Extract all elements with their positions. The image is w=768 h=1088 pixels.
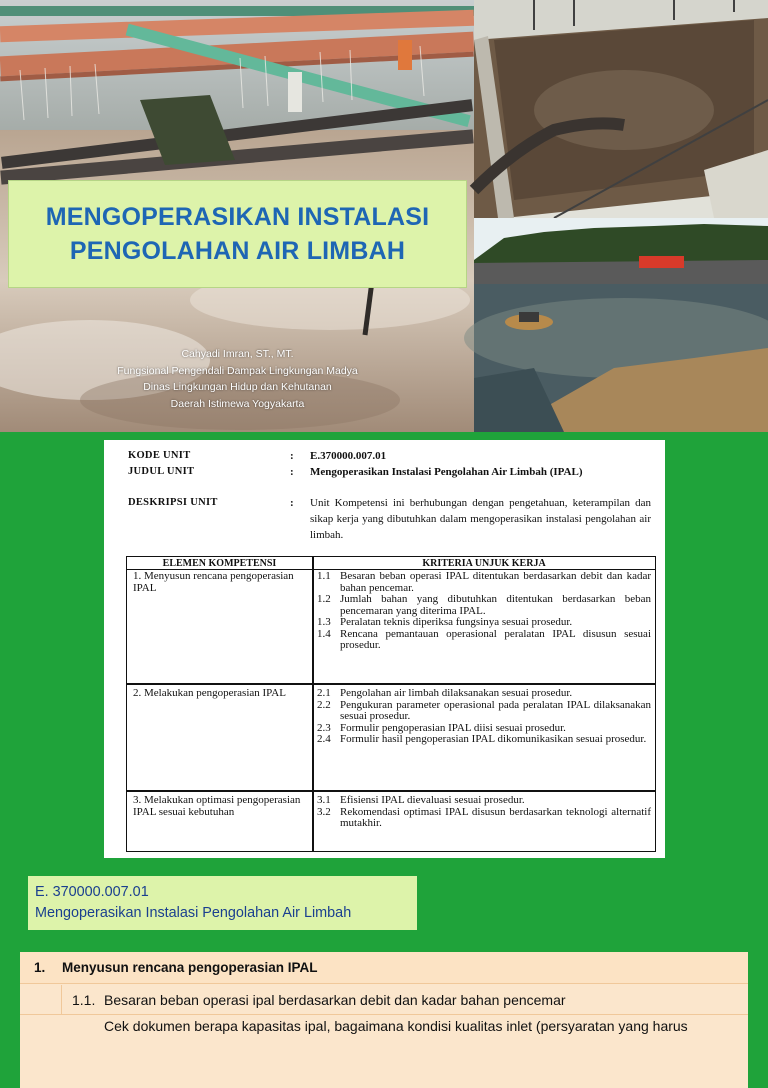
criteria-number: 3.1 — [317, 794, 331, 806]
competency-document — [104, 440, 665, 858]
author-region: Daerah Istimewa Yogyakarta — [170, 397, 305, 410]
unit-code-label: KODE UNIT — [128, 450, 191, 461]
title-line: MENGOPERASIKAN INSTALASI — [45, 203, 430, 231]
competency-table — [126, 556, 656, 852]
settling-pond-photo — [474, 0, 768, 218]
aerated-lagoon-photo — [474, 218, 768, 432]
section-number: 1. — [34, 960, 46, 975]
colon: : — [290, 466, 294, 478]
criteria-text: Pengolahan air limbah dilaksanakan sesuai prosedur. — [340, 687, 573, 699]
unit-desc-row — [128, 495, 651, 543]
detail-text: Cek dokumen berapa kapasitas ipal, bagaimana kondisi kualitas inlet (persyaratan yang harus — [104, 1018, 688, 1034]
criteria-group — [317, 795, 651, 830]
criteria-text: Jumlah bahan yang dibutuhkan ditentukan berdasarkan beban pencemaran yang diterima IPAL. — [340, 593, 651, 617]
criteria-number: 1.2 — [317, 593, 331, 605]
row-divider — [127, 683, 655, 685]
criteria-column-header: KRITERIA UNJUK KERJA — [313, 557, 655, 570]
criteria-text: Efisiensi IPAL dievaluasi sesuai prosedur. — [340, 794, 525, 806]
title-line: PENGOLAHAN AIR LIMBAH — [69, 237, 406, 265]
author-agency: Dinas Lingkungan Hidup dan Kehutanan — [143, 381, 332, 393]
unit-header-box — [28, 876, 417, 930]
criteria-number: 2.3 — [317, 721, 331, 734]
row-divider — [127, 790, 655, 792]
unit-code-heading: E. 370000.007.01 — [35, 883, 149, 900]
subsection-row — [20, 985, 748, 1015]
subsection-number: 1.1. — [72, 991, 96, 1008]
criteria-text: Formulir hasil pengoperasian IPAL dikomunikasikan sesuai prosedur. — [340, 733, 647, 745]
criteria-item — [317, 688, 651, 700]
unit-code-value: E.370000.007.01 — [310, 450, 387, 462]
unit-code-row — [128, 448, 651, 464]
criteria-number: 1.4 — [317, 627, 331, 640]
criteria-text: Peralatan teknis diperiksa fungsinya sesuai prosedur. — [340, 616, 573, 628]
criteria-group — [317, 688, 651, 746]
section-row — [20, 952, 748, 984]
element-column-header: ELEMEN KOMPETENSI — [127, 557, 312, 570]
criteria-number: 2.4 — [317, 733, 331, 745]
element-name: 3. Melakukan optimasi pengoperasian IPAL sesuai kebutuhan — [133, 794, 301, 818]
section-title: Menyusun rencana pengoperasian IPAL — [62, 960, 318, 975]
title-box — [8, 180, 467, 288]
element-name: 2. Melakukan pengoperasian IPAL — [133, 687, 286, 699]
criteria-item — [317, 629, 651, 652]
detail-slide — [0, 864, 768, 1034]
unit-title-value: Mengoperasikan Instalasi Pengolahan Air Limbah (IPAL) — [310, 466, 583, 478]
criteria-item — [317, 571, 651, 594]
criteria-number: 2.1 — [317, 687, 331, 699]
unit-title-row — [128, 464, 651, 480]
criteria-item — [317, 795, 651, 807]
unit-title-heading: Mengoperasikan Instalasi Pengolahan Air Limbah — [35, 904, 352, 921]
criteria-text: Besaran beban operasi IPAL ditentukan berdasarkan debit dan kadar bahan pencemar. — [340, 570, 651, 594]
criteria-item — [317, 807, 651, 830]
subsection-text: Besaran beban operasi ipal berdasarkan debit dan kadar bahan pencemar — [104, 991, 566, 1008]
criteria-text: Formulir pengoperasian IPAL diisi sesuai prosedur. — [340, 721, 566, 734]
criteria-number: 1.3 — [317, 616, 331, 628]
colon: : — [290, 497, 294, 509]
unit-desc-value: Unit Kompetensi ini berhubungan dengan pengetahuan, keterampilan dan sikap kerja yang dibutuhkan dalam mengoperasikan instalasi pengolahan air limbah. — [310, 497, 651, 541]
author-name: Cahyadi Imran, ST., MT. — [181, 348, 294, 360]
cover-slide — [0, 0, 768, 432]
author-position: Fungsional Pengendali Dampak Lingkungan Madya — [117, 364, 358, 377]
author-block — [60, 346, 415, 412]
criteria-number: 3.2 — [317, 805, 331, 818]
unit-desc-label: DESKRIPSI UNIT — [128, 497, 218, 508]
criteria-number: 2.2 — [317, 698, 331, 711]
criteria-text: Rencana pemantauan operasional peralatan IPAL disusun sesuai prosedur. — [340, 627, 651, 651]
criteria-item — [317, 617, 651, 629]
criteria-text: Rekomendasi optimasi IPAL disusun berdasarkan teknologi alternatif mutakhir. — [340, 805, 651, 829]
indent-cell — [20, 985, 62, 1014]
criteria-text: Pengukuran parameter operasional pada peralatan IPAL dilaksanakan sesuai prosedur. — [340, 698, 651, 722]
unit-title-label: JUDUL UNIT — [128, 466, 195, 477]
criteria-item — [317, 594, 651, 617]
criteria-group — [317, 571, 651, 652]
criteria-number: 1.1 — [317, 570, 331, 582]
column-divider — [312, 557, 314, 851]
criteria-item — [317, 700, 651, 723]
element-name: 1. Menyusun rencana pengoperasian IPAL — [133, 570, 294, 594]
colon: : — [290, 450, 294, 462]
criteria-item — [317, 734, 651, 746]
detail-table — [20, 952, 748, 1088]
competency-slide — [0, 432, 768, 864]
